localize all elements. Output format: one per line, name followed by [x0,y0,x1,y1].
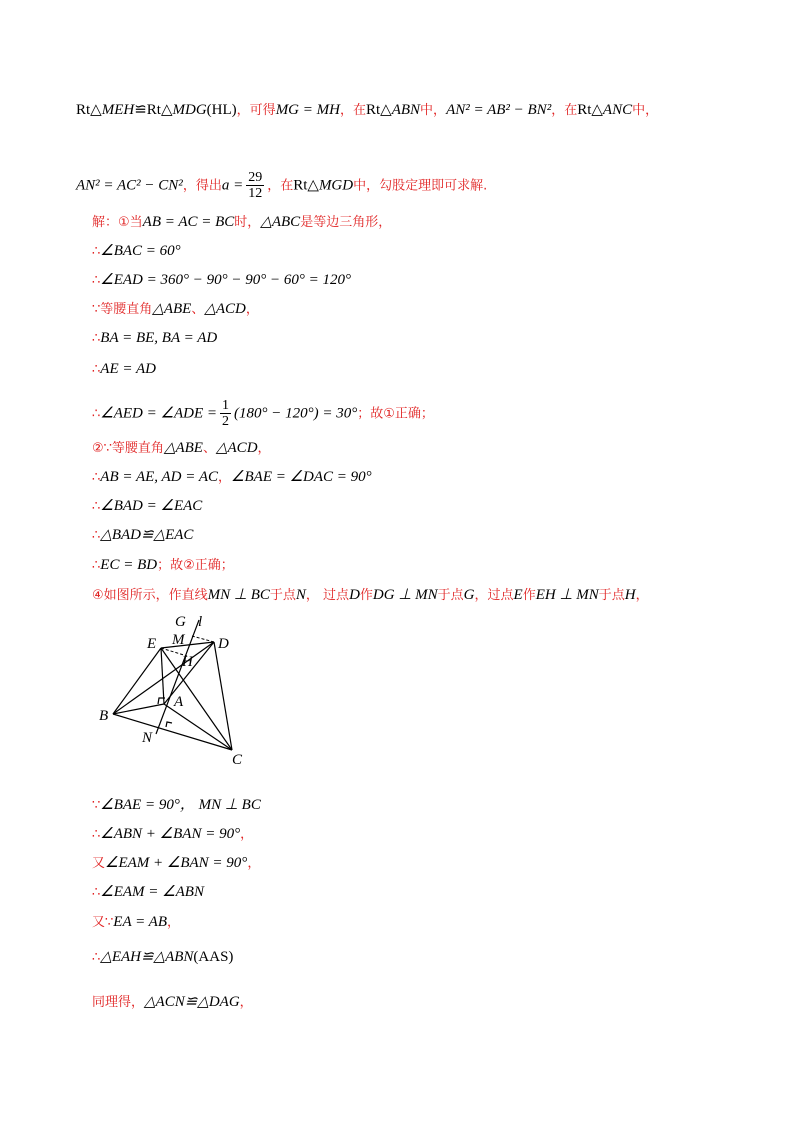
math-expression: DG ⊥ MN [372,587,438,603]
explanation-text: 作 [522,588,536,603]
math-expression: Rt△ [293,177,319,194]
text-line [92,299,259,320]
fraction: $\frac{29}{12}$ [248,170,263,201]
explanation-text: 于点 [269,588,296,603]
explanation-text: ， [167,915,181,930]
text-line [92,795,261,816]
explanation-text: ∴ [92,950,101,965]
math-expression: (AAS) [193,949,234,965]
explanation-text: 、 [202,441,216,456]
math-expression: AN² = AB² − BN² [446,102,552,118]
math-expression: AB = AC = BC [142,214,235,230]
math-expression: AN² = AC² − CN² [76,177,183,194]
text-line [92,438,271,459]
math-expression: △BAD≌△EAC [100,527,194,543]
text-line [92,212,391,233]
text-line [92,467,372,488]
math-expression: H [624,587,636,603]
explanation-text: ， [240,827,254,842]
explanation-text: ， [247,856,261,871]
text-line [92,496,202,517]
explanation-text: ， [218,470,232,485]
text-line [92,555,234,576]
explanation-text: 解：①当 [92,215,143,230]
text-line [92,992,253,1013]
explanation-text: ∴ [92,499,101,514]
geometry-figure [92,612,272,776]
math-expression: Rt△ [365,102,392,118]
point-label-C: C [232,752,243,768]
point-label-H: H [182,654,193,670]
math-expression: MG = MH [275,102,340,118]
text-line [92,398,434,429]
explanation-text: 又 [92,856,106,871]
math-expression: (180° − 120°) = 30° [234,405,358,422]
text-line [92,912,180,933]
point-label-B: B [99,708,109,724]
explanation-text: ∴ [92,331,101,346]
point-label-M: M [172,632,185,648]
explanation-text: ∴ [92,244,101,259]
explanation-text: 中， [632,103,659,118]
math-expression: EA = AB [113,914,168,930]
point-label-N: N [142,730,153,746]
explanation-text: ∴ [92,827,101,842]
explanation-text: ， 过点 [305,588,350,603]
text-line [92,270,351,291]
math-expression: EC = BD [100,557,158,573]
text-line [92,853,260,874]
point-label-A: A [174,694,184,710]
math-expression: ABN [391,102,421,118]
math-expression: ∠BAE = ∠DAC = 90° [231,469,372,485]
explanation-text: 中， [420,103,447,118]
explanation-text: ∴ [92,362,101,377]
explanation-text: 时， [234,215,261,230]
math-expression: ∠EAD = 360° − 90° − 90° − 60° = 120° [100,272,351,288]
math-expression: ∠BAC = 60° [100,243,181,259]
explanation-text: ∴ [92,558,101,573]
text-line [92,585,649,606]
point-label-G: G [175,614,186,630]
explanation-text: 中，勾股定理即可求解. [353,178,488,194]
math-expression: ∠AED = ∠ADE = [100,405,217,422]
explanation-text: 于点 [437,588,464,603]
math-expression: Rt△ [76,102,102,118]
math-expression: E [513,587,523,603]
math-expression: △ACD [215,440,258,456]
math-expression: EH ⊥ MN [535,587,599,603]
math-expression: a = [221,177,244,194]
explanation-text: ；故①正确； [357,406,434,422]
explanation-text: 同理得， [92,995,145,1010]
explanation-text: ，过点 [474,588,514,603]
math-expression: AB = AE, AD = AC [100,469,219,485]
math-expression: MGD [318,177,354,194]
text-line [92,359,156,380]
math-expression: ∠EAM + ∠BAN = 90° [105,855,248,871]
explanation-text: ∵ [92,798,101,813]
math-expression: △ACD [204,301,246,317]
text-line [92,947,233,968]
explanation-text: ，可得 [236,103,276,118]
text-line [76,100,658,121]
math-expression: MN ⊥ BC [207,587,270,603]
math-expression: D [349,587,360,603]
math-expression: △ACN≌△DAG [144,994,240,1010]
explanation-text: ∴ [92,885,101,900]
math-expression: △ABC [260,214,301,230]
text-line [92,882,204,903]
explanation-text: ②∵等腰直角 [92,441,164,456]
math-expression: MEH [101,102,135,118]
explanation-text: ∴ [92,528,101,543]
text-line [92,824,253,845]
explanation-text: ， [257,441,271,456]
text-line [76,170,487,201]
geometry-diagram [92,612,272,772]
explanation-text: 又∵ [92,915,114,930]
math-expression: ∠BAE = 90°， MN ⊥ BC [100,797,261,813]
explanation-text: ，在 [267,178,294,194]
math-expression: G [463,587,475,603]
math-expression: △ABE [163,440,203,456]
explanation-text: ∴ [92,273,101,288]
explanation-text: ∵等腰直角 [92,302,153,317]
explanation-text: ④如图所示，作直线 [92,588,208,603]
math-expression: (HL) [206,102,237,118]
point-label-l: l [198,614,203,630]
explanation-text: 于点 [598,588,625,603]
explanation-text: ，得出 [182,178,222,194]
explanation-text: ∴ [92,406,101,422]
explanation-text: 、 [191,302,205,317]
point-label-E: E [147,636,157,652]
math-expression: Rt△ [577,102,603,118]
math-expression: ∠EAM = ∠ABN [100,884,204,900]
math-expression: △EAH≌△ABN [100,949,194,965]
explanation-text: ， [635,588,649,603]
explanation-text: ， [245,302,259,317]
math-expression: BA = BE, BA = AD [100,330,218,346]
math-expression: ∠BAD = ∠EAC [100,498,203,514]
explanation-text: 作 [359,588,373,603]
math-expression: △ABE [152,301,192,317]
math-expression: MDG [172,102,207,118]
point-label-D: D [218,636,229,652]
explanation-text: ， [239,995,253,1010]
math-expression: AE = AD [100,361,156,377]
fraction: $\frac{1}{2}$ [222,398,229,429]
text-line [92,328,217,349]
explanation-text: ；故②正确； [157,558,234,573]
math-expression: N [295,587,306,603]
math-expression: ≌Rt△ [134,102,173,118]
text-line [92,525,193,546]
explanation-text: ，在 [551,103,578,118]
text-line [92,241,181,262]
math-expression: ∠ABN + ∠BAN = 90° [100,826,241,842]
math-expression: ANC [602,102,633,118]
explanation-text: 是等边三角形， [300,215,392,230]
explanation-text: ∴ [92,470,101,485]
explanation-text: ，在 [339,103,366,118]
